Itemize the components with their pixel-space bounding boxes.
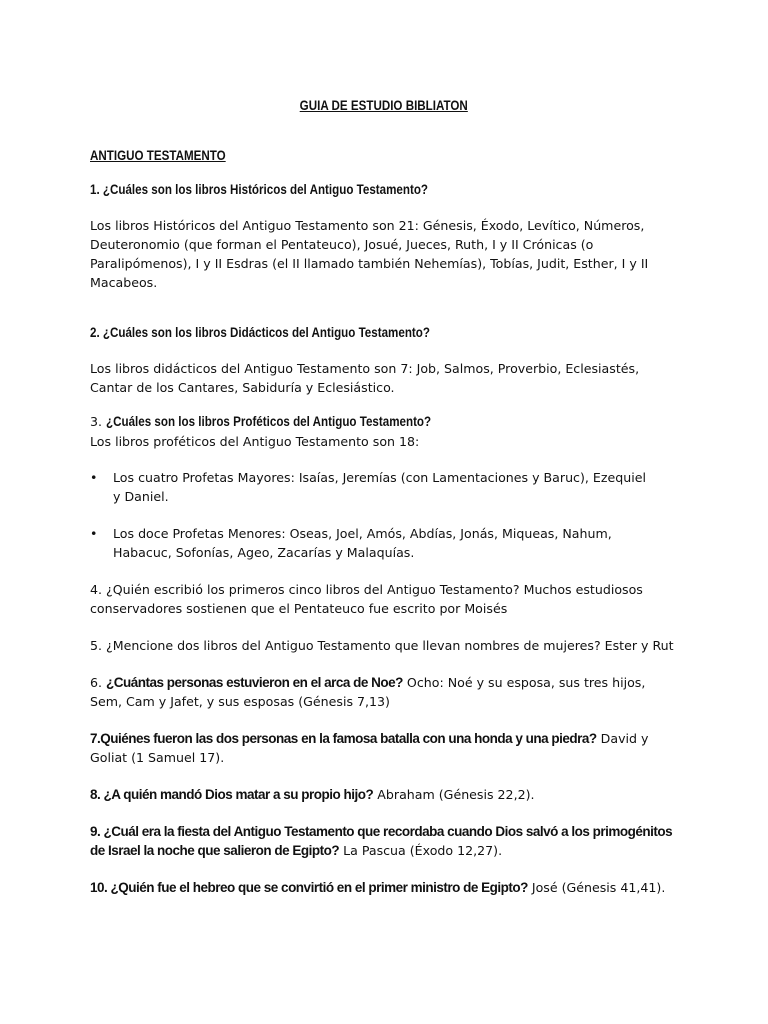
answer-6: Ocho: Noé y su esposa, sus tres hijos, Sem, Cam y Jafet, y sus esposas (Génesis 7,13): [90, 675, 646, 709]
document-title-row: [0, 95, 768, 114]
question-7: [90, 729, 680, 767]
question-4: 4. ¿Quién escribió los primeros cinco libros del Antiguo Testamento? Muchos estudiosos conservadores sostienen que el Pentateuco fue escrito por Moisés: [90, 582, 643, 616]
question-8: [90, 785, 680, 804]
answer-3: Los libros proféticos del Antiguo Testamento son 18:: [90, 434, 420, 449]
question-1: 1. ¿Cuáles son los libros Históricos del Antiguo Testamento?: [90, 182, 429, 197]
bullet-icon: •: [90, 470, 98, 485]
list-item-text: Los cuatro Profetas Mayores: Isaías, Jeremías (con Lamentaciones y Baruc), Ezequiel y Daniel.: [113, 470, 646, 504]
answer-8: Abraham (Génesis 22,2).: [377, 787, 535, 802]
bullet-icon: •: [90, 526, 98, 541]
question-3-number: 3.: [90, 414, 103, 429]
question-3-text: ¿Cuáles son los libros Proféticos del Antiguo Testamento?: [106, 414, 432, 429]
answer-1: Los libros Históricos del Antiguo Testamento son 21: Génesis, Éxodo, Levítico, Números, Deuteronomio (que forman el Pentateuco), Josué, Jueces, Ruth, I y II Crónicas (o Paralipómenos), I y II Esdras (el II llamado también Nehemías), Tobías, Judit, Esther, I y II Macabeos.: [90, 218, 649, 290]
document-title: GUIA DE ESTUDIO BIBLIATON: [299, 98, 469, 113]
question-6: [90, 673, 680, 711]
list-item-text: Los doce Profetas Menores: Oseas, Joel, Amós, Abdías, Jonás, Miqueas, Nahum, Habacuc, Sofonías, Ageo, Zacarías y Malaquías.: [113, 526, 612, 560]
question-6-text: ¿Cuántas personas estuvieron en el arca de Noe?: [106, 675, 403, 690]
answer-7: David y Goliat (1 Samuel 17).: [90, 731, 649, 765]
question-5: 5. ¿Mencione dos libros del Antiguo Testamento que llevan nombres de mujeres? Ester y Rut: [90, 638, 674, 653]
question-10: [90, 878, 680, 897]
question-7-text: 7.Quiénes fueron las dos personas en la famosa batalla con una honda y una piedra?: [90, 731, 597, 746]
answer-2: Los libros didácticos del Antiguo Testamento son 7: Job, Salmos, Proverbio, Eclesiastés, Cantar de los Cantares, Sabiduría y Eclesiástico.: [90, 361, 640, 395]
answer-10: José (Génesis 41,41).: [531, 880, 666, 895]
question-9: [90, 822, 680, 860]
question-9-text: 9. ¿Cuál era la fiesta del Antiguo Testamento que recordaba cuando Dios salvó a los primogénitos de Israel la noche que salieron de Egipto?: [90, 824, 673, 858]
question-10-text: 10. ¿Quién fue el hebreo que se convirtió en el primer ministro de Egipto?: [90, 880, 528, 895]
question-2: 2. ¿Cuáles son los libros Didácticos del Antiguo Testamento?: [90, 325, 430, 340]
question-8-text: 8. ¿A quién mandó Dios matar a su propio hijo?: [90, 787, 374, 802]
question-6-number: 6.: [90, 675, 103, 690]
section-heading: ANTIGUO TESTAMENTO: [90, 148, 226, 163]
question-3: [90, 412, 680, 431]
answer-9: La Pascua (Éxodo 12,27).: [343, 843, 503, 858]
